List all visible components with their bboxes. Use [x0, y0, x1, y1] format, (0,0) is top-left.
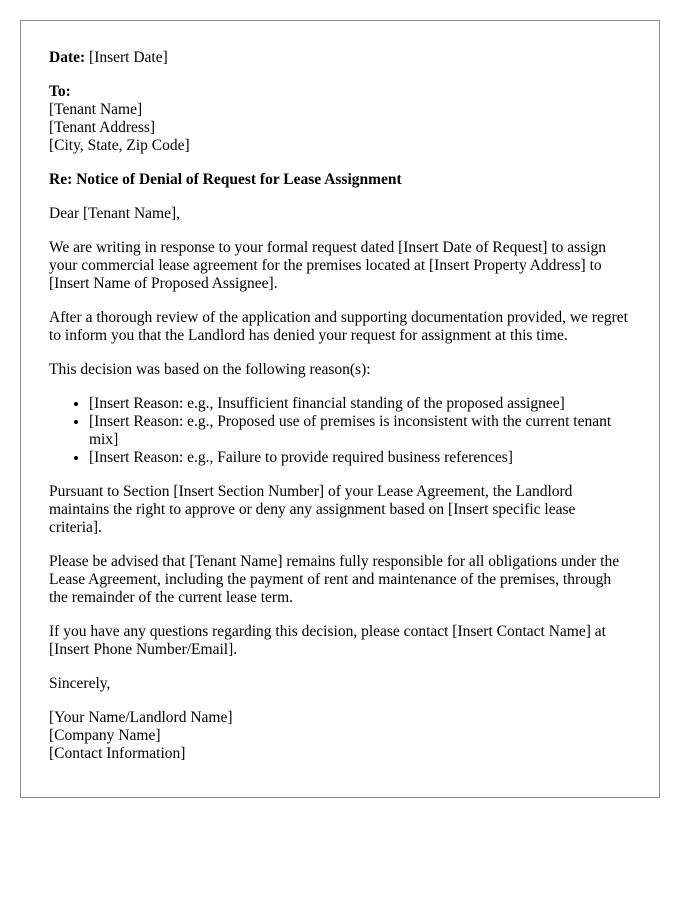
salutation: Dear [Tenant Name],	[49, 205, 181, 222]
decision-paragraph: After a thorough review of the application and supporting documentation provided, we regret to inform you that the Landlord has denied your request for assignment at this time.	[49, 309, 628, 344]
recipient-name: [Tenant Name]	[49, 101, 143, 118]
signature-contact: [Contact Information]	[49, 745, 186, 762]
recipient-label: To:	[49, 83, 71, 100]
recipient-block	[49, 83, 631, 155]
recipient-address: [Tenant Address]	[49, 119, 156, 136]
signature-name: [Your Name/Landlord Name]	[49, 709, 233, 726]
reason-item: • [Insert Reason: e.g., Failure to provide required business references]	[89, 449, 631, 467]
intro-paragraph: We are writing in response to your formal request dated [Insert Date of Request] to assign your commercial lease agreement for the premises located at [Insert Property Address] to [Insert Name of Proposed Assignee].	[49, 239, 607, 292]
signature-block	[49, 709, 631, 763]
pursuant-paragraph: Pursuant to Section [Insert Section Number] of your Lease Agreement, the Landlord maintains the right to approve or deny any assignment based on [Insert specific lease criteria].	[49, 483, 576, 536]
date-label: Date:	[49, 49, 86, 66]
date-value: [Insert Date]	[89, 49, 168, 66]
signature-company: [Company Name]	[49, 727, 161, 744]
reason-item: • [Insert Reason: e.g., Proposed use of premises is inconsistent with the current tenant mix]	[89, 413, 631, 449]
subject-line: Re: Notice of Denial of Request for Lease Assignment	[49, 171, 402, 188]
letter-page	[20, 20, 660, 798]
reason-item: • [Insert Reason: e.g., Insufficient financial standing of the proposed assignee]	[89, 395, 631, 413]
reasons-list	[49, 395, 631, 467]
advised-paragraph: Please be advised that [Tenant Name] remains fully responsible for all obligations under the Lease Agreement, including the payment of rent and maintenance of the premises, through the remainder of the current lease term.	[49, 553, 620, 606]
reasons-intro: This decision was based on the following reason(s):	[49, 361, 371, 378]
closing: Sincerely,	[49, 675, 111, 692]
date-line	[49, 49, 631, 67]
questions-paragraph: If you have any questions regarding this decision, please contact [Insert Contact Name] at [Insert Phone Number/Email].	[49, 623, 606, 658]
recipient-city-state-zip: [City, State, Zip Code]	[49, 137, 190, 154]
